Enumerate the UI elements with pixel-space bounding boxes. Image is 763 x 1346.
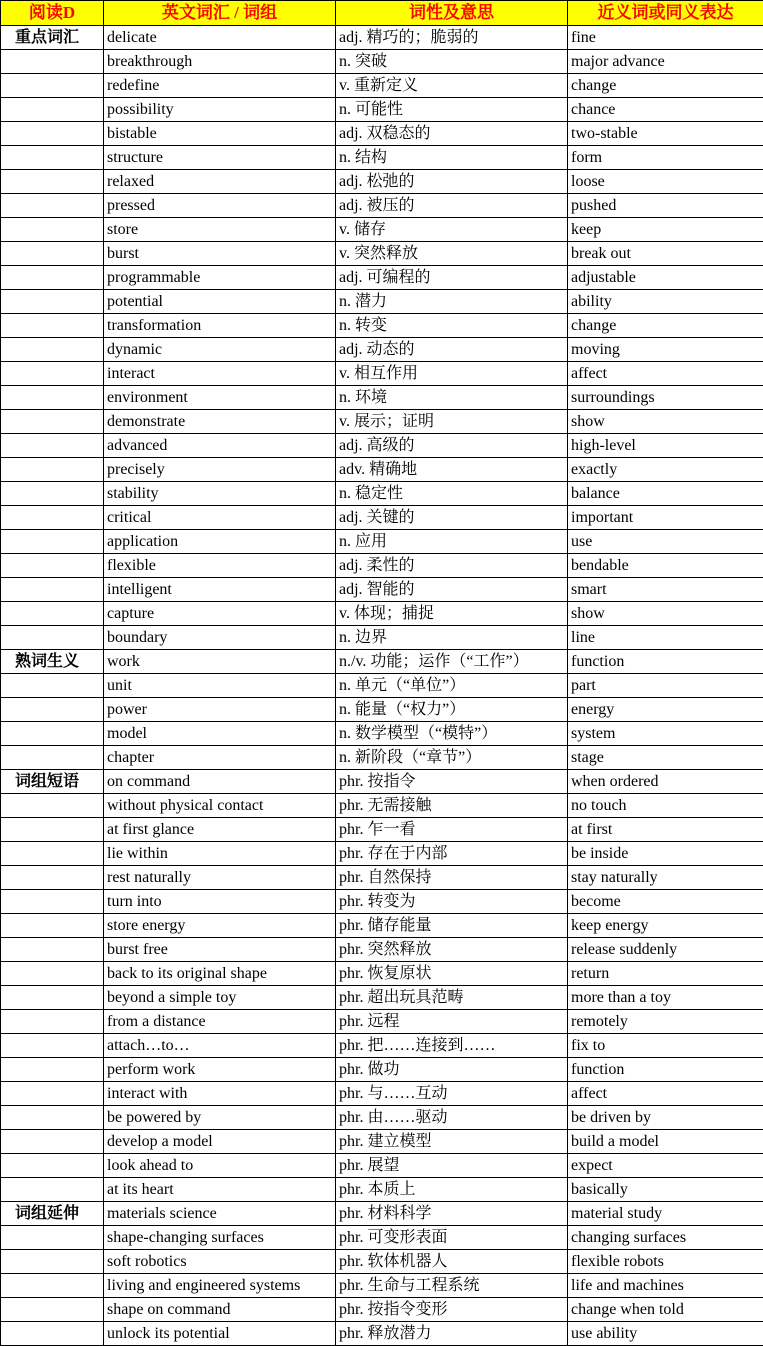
word-cell: demonstrate [104,410,336,434]
category-cell [1,290,104,314]
synonym-cell: moving [568,338,763,362]
table-row [1,74,763,98]
table-row [1,746,763,770]
table-row [1,1274,763,1298]
meaning-cell: phr. 把……连接到…… [336,1034,568,1058]
table-row [1,50,763,74]
category-cell [1,1058,104,1082]
word-cell: unlock its potential [104,1322,336,1346]
word-cell: chapter [104,746,336,770]
word-cell: beyond a simple toy [104,986,336,1010]
synonym-cell: keep energy [568,914,763,938]
meaning-cell: adj. 双稳态的 [336,122,568,146]
table-row [1,866,763,890]
table-row [1,1178,763,1202]
header-row [1,1,763,26]
word-cell: delicate [104,26,336,50]
table-row [1,98,763,122]
synonym-cell: release suddenly [568,938,763,962]
category-cell [1,338,104,362]
synonym-cell: affect [568,362,763,386]
table-row [1,1106,763,1130]
category-cell [1,914,104,938]
category-cell [1,1274,104,1298]
synonym-cell: smart [568,578,763,602]
word-cell: precisely [104,458,336,482]
category-cell [1,458,104,482]
synonym-cell: stage [568,746,763,770]
meaning-cell: n./v. 功能；运作（“工作”） [336,650,568,674]
table-row [1,242,763,266]
word-cell: burst free [104,938,336,962]
synonym-cell: show [568,410,763,434]
word-cell: stability [104,482,336,506]
synonym-cell: form [568,146,763,170]
synonym-cell: change when told [568,1298,763,1322]
synonym-cell: be inside [568,842,763,866]
meaning-cell: phr. 做功 [336,1058,568,1082]
synonym-cell: build a model [568,1130,763,1154]
meaning-cell: phr. 建立模型 [336,1130,568,1154]
meaning-cell: n. 边界 [336,626,568,650]
word-cell: programmable [104,266,336,290]
synonym-cell: ability [568,290,763,314]
meaning-cell: phr. 储存能量 [336,914,568,938]
category-cell [1,842,104,866]
category-cell [1,1298,104,1322]
word-cell: without physical contact [104,794,336,818]
word-cell: interact with [104,1082,336,1106]
synonym-cell: change [568,314,763,338]
synonym-cell: bendable [568,554,763,578]
synonym-cell: balance [568,482,763,506]
word-cell: dynamic [104,338,336,362]
meaning-cell: phr. 由……驱动 [336,1106,568,1130]
table-row [1,218,763,242]
synonym-cell: adjustable [568,266,763,290]
synonym-cell: use ability [568,1322,763,1346]
word-cell: turn into [104,890,336,914]
category-cell [1,146,104,170]
synonym-cell: part [568,674,763,698]
meaning-cell: adj. 关键的 [336,506,568,530]
synonym-cell: surroundings [568,386,763,410]
table-row [1,434,763,458]
category-cell [1,1250,104,1274]
category-cell [1,554,104,578]
synonym-cell: basically [568,1178,763,1202]
synonym-cell: high-level [568,434,763,458]
category-cell [1,218,104,242]
meaning-cell: adj. 松弛的 [336,170,568,194]
category-cell: 词组短语 [1,770,104,794]
synonym-cell: affect [568,1082,763,1106]
table-row [1,530,763,554]
meaning-cell: phr. 存在于内部 [336,842,568,866]
meaning-cell: phr. 可变形表面 [336,1226,568,1250]
word-cell: critical [104,506,336,530]
category-cell [1,98,104,122]
category-cell [1,242,104,266]
category-cell [1,170,104,194]
category-cell: 熟词生义 [1,650,104,674]
meaning-cell: v. 储存 [336,218,568,242]
category-cell [1,1034,104,1058]
word-cell: pressed [104,194,336,218]
synonym-cell: major advance [568,50,763,74]
meaning-cell: phr. 展望 [336,1154,568,1178]
meaning-cell: phr. 与……互动 [336,1082,568,1106]
category-cell [1,722,104,746]
synonym-cell: important [568,506,763,530]
table-row [1,554,763,578]
category-cell [1,674,104,698]
word-cell: structure [104,146,336,170]
synonym-cell: loose [568,170,763,194]
meaning-cell: n. 环境 [336,386,568,410]
word-cell: rest naturally [104,866,336,890]
category-cell [1,746,104,770]
header-word: 英文词汇 / 词组 [104,1,336,26]
table-row [1,1250,763,1274]
header-meaning: 词性及意思 [336,1,568,26]
table-row [1,338,763,362]
category-cell [1,482,104,506]
synonym-cell: use [568,530,763,554]
word-cell: interact [104,362,336,386]
word-cell: soft robotics [104,1250,336,1274]
word-cell: flexible [104,554,336,578]
table-row [1,410,763,434]
table-row [1,122,763,146]
category-cell [1,122,104,146]
word-cell: on command [104,770,336,794]
word-cell: application [104,530,336,554]
table-row [1,482,763,506]
word-cell: possibility [104,98,336,122]
table-row [1,314,763,338]
table-row [1,362,763,386]
category-cell [1,794,104,818]
meaning-cell: phr. 软体机器人 [336,1250,568,1274]
table-row [1,578,763,602]
meaning-cell: n. 转变 [336,314,568,338]
word-cell: boundary [104,626,336,650]
word-cell: relaxed [104,170,336,194]
synonym-cell: pushed [568,194,763,218]
table-row [1,1298,763,1322]
category-cell [1,578,104,602]
synonym-cell: be driven by [568,1106,763,1130]
table-row [1,290,763,314]
meaning-cell: n. 可能性 [336,98,568,122]
synonym-cell: two-stable [568,122,763,146]
category-cell [1,986,104,1010]
table-row [1,1034,763,1058]
table-row [1,1010,763,1034]
meaning-cell: n. 结构 [336,146,568,170]
meaning-cell: phr. 本质上 [336,1178,568,1202]
word-cell: living and engineered systems [104,1274,336,1298]
table-row [1,770,763,794]
synonym-cell: flexible robots [568,1250,763,1274]
table-row [1,170,763,194]
meaning-cell: n. 数学模型（“模特”） [336,722,568,746]
meaning-cell: phr. 超出玩具范畴 [336,986,568,1010]
category-cell [1,506,104,530]
synonym-cell: more than a toy [568,986,763,1010]
category-cell [1,194,104,218]
meaning-cell: phr. 无需接触 [336,794,568,818]
table-row [1,650,763,674]
table-row [1,386,763,410]
meaning-cell: phr. 突然释放 [336,938,568,962]
word-cell: be powered by [104,1106,336,1130]
meaning-cell: v. 突然释放 [336,242,568,266]
header-section: 阅读D [1,1,104,26]
meaning-cell: n. 新阶段（“章节”） [336,746,568,770]
synonym-cell: material study [568,1202,763,1226]
word-cell: work [104,650,336,674]
synonym-cell: system [568,722,763,746]
word-cell: potential [104,290,336,314]
table-row [1,602,763,626]
category-cell: 重点词汇 [1,26,104,50]
table-row [1,1202,763,1226]
table-row [1,914,763,938]
synonym-cell: change [568,74,763,98]
meaning-cell: phr. 按指令变形 [336,1298,568,1322]
meaning-cell: phr. 释放潜力 [336,1322,568,1346]
meaning-cell: phr. 远程 [336,1010,568,1034]
meaning-cell: v. 展示；证明 [336,410,568,434]
meaning-cell: phr. 自然保持 [336,866,568,890]
table-row [1,794,763,818]
table-row [1,626,763,650]
category-cell [1,266,104,290]
meaning-cell: adj. 智能的 [336,578,568,602]
category-cell [1,314,104,338]
meaning-cell: v. 体现；捕捉 [336,602,568,626]
word-cell: attach…to… [104,1034,336,1058]
word-cell: environment [104,386,336,410]
category-cell [1,1154,104,1178]
word-cell: breakthrough [104,50,336,74]
table-row [1,674,763,698]
table-row [1,506,763,530]
meaning-cell: n. 潜力 [336,290,568,314]
category-cell [1,1178,104,1202]
category-cell [1,1082,104,1106]
meaning-cell: adv. 精确地 [336,458,568,482]
word-cell: burst [104,242,336,266]
meaning-cell: adj. 被压的 [336,194,568,218]
word-cell: power [104,698,336,722]
synonym-cell: function [568,1058,763,1082]
meaning-cell: phr. 生命与工程系统 [336,1274,568,1298]
table-row [1,146,763,170]
synonym-cell: fine [568,26,763,50]
meaning-cell: adj. 高级的 [336,434,568,458]
word-cell: materials science [104,1202,336,1226]
meaning-cell: v. 相互作用 [336,362,568,386]
meaning-cell: phr. 转变为 [336,890,568,914]
synonym-cell: remotely [568,1010,763,1034]
meaning-cell: n. 应用 [336,530,568,554]
category-cell [1,1226,104,1250]
meaning-cell: adj. 动态的 [336,338,568,362]
table-row [1,890,763,914]
word-cell: lie within [104,842,336,866]
meaning-cell: adj. 精巧的；脆弱的 [336,26,568,50]
synonym-cell: function [568,650,763,674]
table-row [1,1130,763,1154]
category-cell [1,962,104,986]
table-row [1,698,763,722]
word-cell: redefine [104,74,336,98]
synonym-cell: expect [568,1154,763,1178]
word-cell: store energy [104,914,336,938]
category-cell [1,530,104,554]
word-cell: unit [104,674,336,698]
meaning-cell: n. 突破 [336,50,568,74]
synonym-cell: no touch [568,794,763,818]
table-row [1,266,763,290]
table-row [1,962,763,986]
word-cell: store [104,218,336,242]
category-cell [1,386,104,410]
synonym-cell: at first [568,818,763,842]
table-row [1,1322,763,1346]
category-cell [1,410,104,434]
table-row [1,986,763,1010]
meaning-cell: phr. 恢复原状 [336,962,568,986]
category-cell: 词组延伸 [1,1202,104,1226]
synonym-cell: changing surfaces [568,1226,763,1250]
meaning-cell: v. 重新定义 [336,74,568,98]
synonym-cell: energy [568,698,763,722]
meaning-cell: phr. 材料科学 [336,1202,568,1226]
word-cell: shape on command [104,1298,336,1322]
synonym-cell: return [568,962,763,986]
table-row [1,194,763,218]
table-row [1,1226,763,1250]
category-cell [1,866,104,890]
category-cell [1,818,104,842]
category-cell [1,602,104,626]
synonym-cell: break out [568,242,763,266]
table-row [1,938,763,962]
table-row [1,1058,763,1082]
meaning-cell: n. 稳定性 [336,482,568,506]
table-row [1,722,763,746]
synonym-cell: fix to [568,1034,763,1058]
word-cell: capture [104,602,336,626]
word-cell: bistable [104,122,336,146]
synonym-cell: become [568,890,763,914]
word-cell: intelligent [104,578,336,602]
category-cell [1,890,104,914]
category-cell [1,50,104,74]
header-synonym: 近义词或同义表达 [568,1,763,26]
category-cell [1,1106,104,1130]
meaning-cell: adj. 可编程的 [336,266,568,290]
meaning-cell: phr. 按指令 [336,770,568,794]
word-cell: shape-changing surfaces [104,1226,336,1250]
word-cell: at its heart [104,1178,336,1202]
category-cell [1,362,104,386]
table-row [1,458,763,482]
synonym-cell: keep [568,218,763,242]
synonym-cell: chance [568,98,763,122]
synonym-cell: life and machines [568,1274,763,1298]
word-cell: from a distance [104,1010,336,1034]
synonym-cell: exactly [568,458,763,482]
word-cell: look ahead to [104,1154,336,1178]
category-cell [1,1322,104,1346]
synonym-cell: show [568,602,763,626]
meaning-cell: n. 能量（“权力”） [336,698,568,722]
word-cell: advanced [104,434,336,458]
meaning-cell: phr. 乍一看 [336,818,568,842]
category-cell [1,626,104,650]
word-cell: model [104,722,336,746]
word-cell: at first glance [104,818,336,842]
category-cell [1,74,104,98]
table-row [1,842,763,866]
word-cell: back to its original shape [104,962,336,986]
meaning-cell: adj. 柔性的 [336,554,568,578]
table-body [1,26,763,1346]
synonym-cell: stay naturally [568,866,763,890]
category-cell [1,698,104,722]
word-cell: develop a model [104,1130,336,1154]
category-cell [1,1130,104,1154]
synonym-cell: line [568,626,763,650]
category-cell [1,434,104,458]
category-cell [1,938,104,962]
word-cell: transformation [104,314,336,338]
meaning-cell: n. 单元（“单位”） [336,674,568,698]
word-cell: perform work [104,1058,336,1082]
category-cell [1,1010,104,1034]
synonym-cell: when ordered [568,770,763,794]
table-row [1,818,763,842]
table-row [1,26,763,50]
table-row [1,1082,763,1106]
table-row [1,1154,763,1178]
